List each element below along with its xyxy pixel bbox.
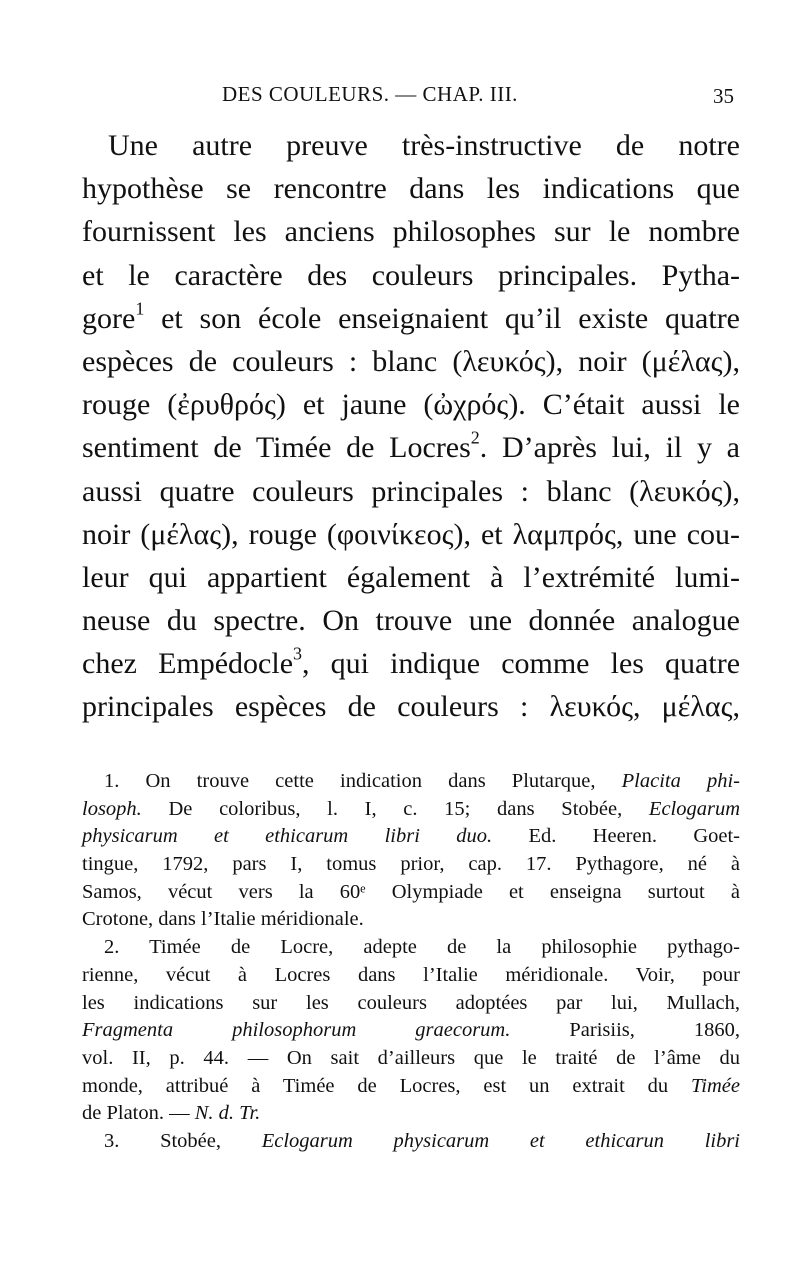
footnote-2-line: 2. Timée de Locre, adepte de la philosophie pythago- [104, 936, 740, 959]
footnote-2-line [82, 1017, 740, 1045]
running-head-title: DES COULEURS. — CHAP. III. [222, 82, 518, 106]
body-line: Une autre preuve très-instructive de notre [108, 129, 740, 162]
body-text-run: et son école enseignaient qu’il existe quatre [144, 301, 740, 335]
body-text-run: gore [82, 301, 136, 335]
body-text-run: chez Empédocle [82, 647, 294, 681]
footnotes [82, 768, 740, 1156]
body-text-run: sentiment de Timée de Locres [82, 431, 471, 465]
footnote-2-line: vol. II, p. 44. — On sait d’ailleurs que le traité de l’âme du [82, 1046, 740, 1069]
body-text-run: , qui indique comme les quatre [302, 647, 741, 681]
footnote-title: Fragmenta philosophorum graecorum. [82, 1019, 511, 1042]
body-line: rouge (ἐρυθρός) et jaune (ὠχρός). C’était aussi le [82, 388, 740, 422]
footnote-title: Eclogarum physicarum et ethicarun libri [261, 1129, 741, 1152]
body-line: noir (μέλας), rouge (φοινίκεος), et λαμπρός, une cou- [82, 517, 740, 551]
footnote-title: Timée [691, 1074, 740, 1097]
footnote-text: de Platon. — [82, 1102, 190, 1125]
footnote-2-line [82, 1100, 740, 1128]
footnote-1-line: Crotone, dans l’Italie méridionale. [82, 908, 364, 931]
footnote-1-line [82, 796, 740, 824]
body-line: espèces de couleurs : blanc (λευκός), noir (μέλας), [82, 344, 740, 378]
body-paragraph [82, 124, 740, 729]
footnote-1-line: tingue, 1792, pars I, tomus prior, cap. 17. Pythagore, né à [82, 853, 740, 876]
body-line: hypothèse se rencontre dans les indications que [82, 172, 740, 206]
body-line [82, 426, 740, 469]
footnote-title: Eclogarum [648, 797, 741, 820]
footnote-ref-2: 2 [470, 427, 480, 448]
footnote-2-line: rienne, vécut à Locres dans l’Italie méridionale. Voir, pour [82, 963, 740, 986]
footnote-1-line [82, 823, 740, 851]
body-text-run: . D’après lui, il y a [479, 431, 740, 465]
page-number: 35 [713, 84, 734, 108]
body-line: aussi quatre couleurs principales : blanc (λευκός), [82, 474, 740, 508]
footnote-3-line [82, 1128, 740, 1156]
body-line: leur qui appartient également à l’extrémité lumi- [82, 560, 740, 594]
footnote-text: Parisiis, 1860, [569, 1019, 741, 1042]
footnote-title: physicarum et ethicarum libri duo. [82, 825, 493, 848]
footnote-2-line: les indications sur les couleurs adoptées par lui, Mullach, [82, 991, 740, 1014]
footnote-title: Placita phi- [621, 770, 740, 792]
body-line [82, 297, 740, 340]
body-line: principales espèces de couleurs : λευκός, μέλας, [82, 690, 740, 724]
footnote-text: monde, attribué à Timée de Locres, est un extrait du [82, 1074, 669, 1097]
body-line: et le caractère des couleurs principales. Pytha- [82, 258, 740, 292]
footnote-text: Ed. Heeren. Goet- [528, 825, 740, 848]
body-line: fournissent les anciens philosophes sur le nombre [82, 215, 740, 249]
footnote-ref-1: 1 [135, 298, 145, 319]
body-line: neuse du spectre. On trouve une donnée analogue [82, 604, 740, 638]
footnote-title: N. d. Tr. [194, 1102, 261, 1125]
footnote-1-line: Samos, vécut vers la 60ᵉ Olympiade et enseigna surtout à [82, 880, 740, 903]
body-line [82, 642, 740, 685]
footnote-text: 1. On trouve cette indication dans Plutarque, [104, 770, 596, 792]
running-head [82, 78, 740, 118]
footnote-1-line [82, 768, 740, 796]
footnote-2-line [82, 1073, 740, 1101]
footnote-title: losoph. [82, 797, 142, 820]
footnote-text: De coloribus, l. I, c. 15; dans Stobée, [168, 797, 623, 820]
footnote-ref-3: 3 [293, 643, 303, 664]
footnote-text: 3. Stobée, [104, 1129, 222, 1152]
